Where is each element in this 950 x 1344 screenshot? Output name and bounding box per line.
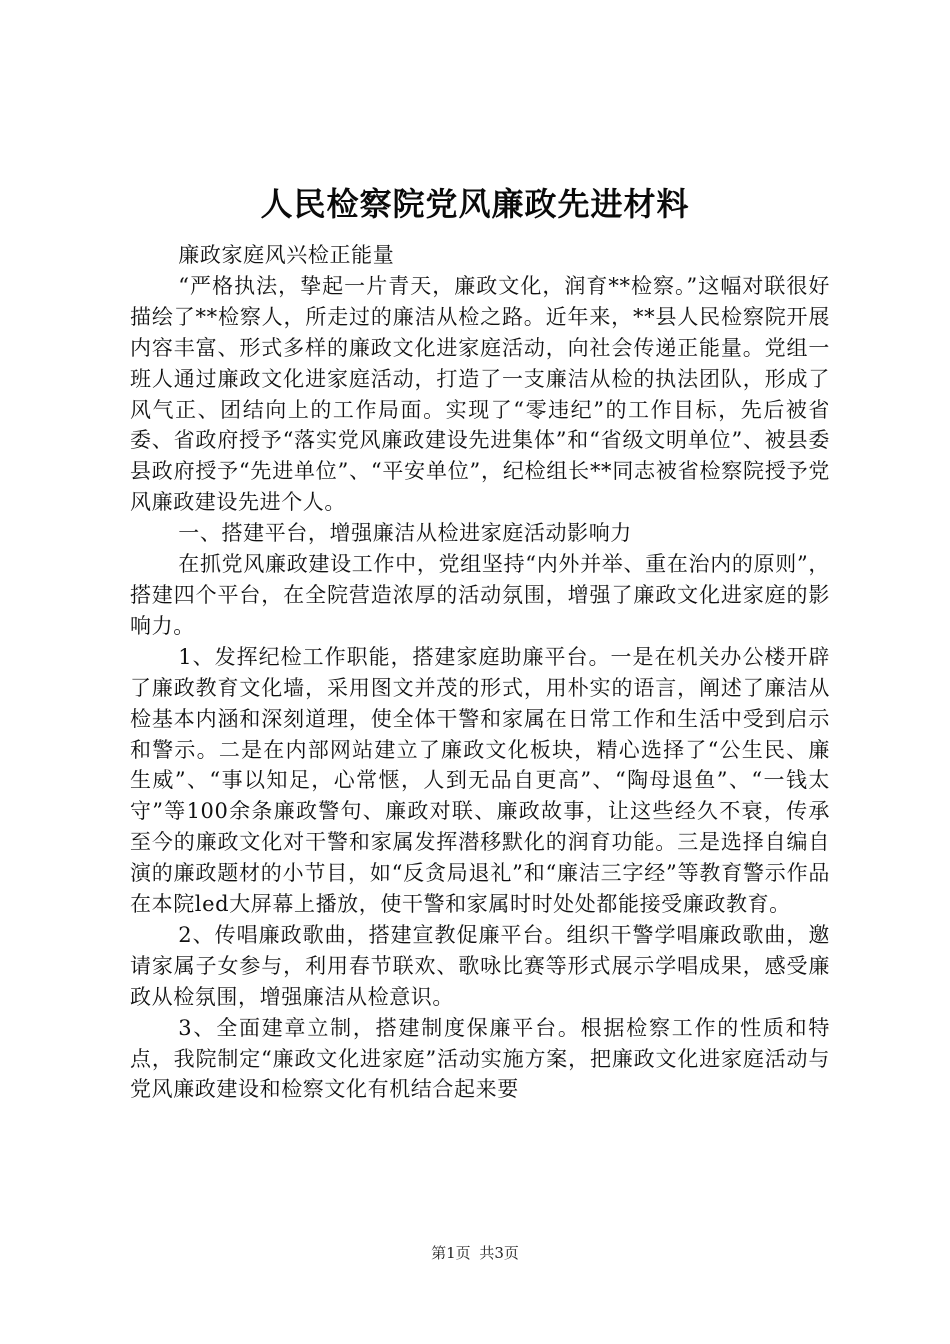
section-1-paragraph: 在抓党风廉政建设工作中，党组坚持“内外并举、重在治内的原则”，搭建四个平台，在全院营造浓厚的活动氛围，增强了廉政文化进家庭的影响力。 [130,552,830,638]
section-heading-1: 一、搭建平台，增强廉洁从检进家庭活动影响力 [178,521,632,546]
document-body [130,240,830,1105]
item-3-paragraph: 3、全面建章立制，搭建制度保廉平台。根据检察工作的性质和特点，我院制定“廉政文化进家庭”活动实施方案，把廉政文化进家庭活动与党风廉政建设和检察文化有机结合起来要 [130,1015,830,1102]
item-1-paragraph: 1、发挥纪检工作职能，搭建家庭助廉平台。一是在机关办公楼开辟了廉政教育文化墙，采用图文并茂的形式，用朴实的语言，阐述了廉洁从检基本内涵和深刻道理，使全体干警和家属在日常工作和生活中受到启示和警示。二是在内部网站建立了廉政文化板块，精心选择了“公生民、廉生威”、“事以知足，心常惬，人到无品自更高”、“陶母退鱼”、“一钱太守”等100余条廉政警句、廉政对联、廉政故事，让这些经久不衰，传承至今的廉政文化对干警和家属发挥潜移默化的润育功能。三是选择自编自演的廉政题材的小节目，如“反贪局退礼”和“廉洁三字经”等教育警示作品在本院led大屏幕上播放，使干警和家属时时处处都能接受廉政教育。 [130,644,830,917]
page-number: 第1页 [431,1244,471,1262]
page-footer [0,1243,950,1263]
subtitle-paragraph: 廉政家庭风兴检正能量 [178,243,395,267]
item-2-paragraph: 2、传唱廉政歌曲，搭建宣教促廉平台。组织干警学唱廉政歌曲，邀请家属子女参与，利用春节联欢、歌咏比赛等形式展示学唱成果，感受廉政从检氛围，增强廉洁从检意识。 [130,922,830,1009]
document-title: 人民检察院党风廉政先进材料 [260,185,690,223]
intro-paragraph: “严格执法，挚起一片青天，廉政文化，润育**检察。”这幅对联很好描绘了**检察人，所走过的廉洁从检之路。近年来，**县人民检察院开展内容丰富、形式多样的廉政文化进家庭活动，向社会传递正能量。党组一班人通过廉政文化进家庭活动，打造了一支廉洁从检的执法团队，形成了风气正、团结向上的工作局面。实现了“零违纪”的工作目标，先后被省委、省政府授予“落实党风廉政建设先进集体”和“省级文明单位”、被县委县政府授予“先进单位”、“平安单位”，纪检组长**同志被省检察院授予党风廉政建设先进个人。 [130,273,830,515]
total-pages: 共3页 [479,1244,519,1262]
